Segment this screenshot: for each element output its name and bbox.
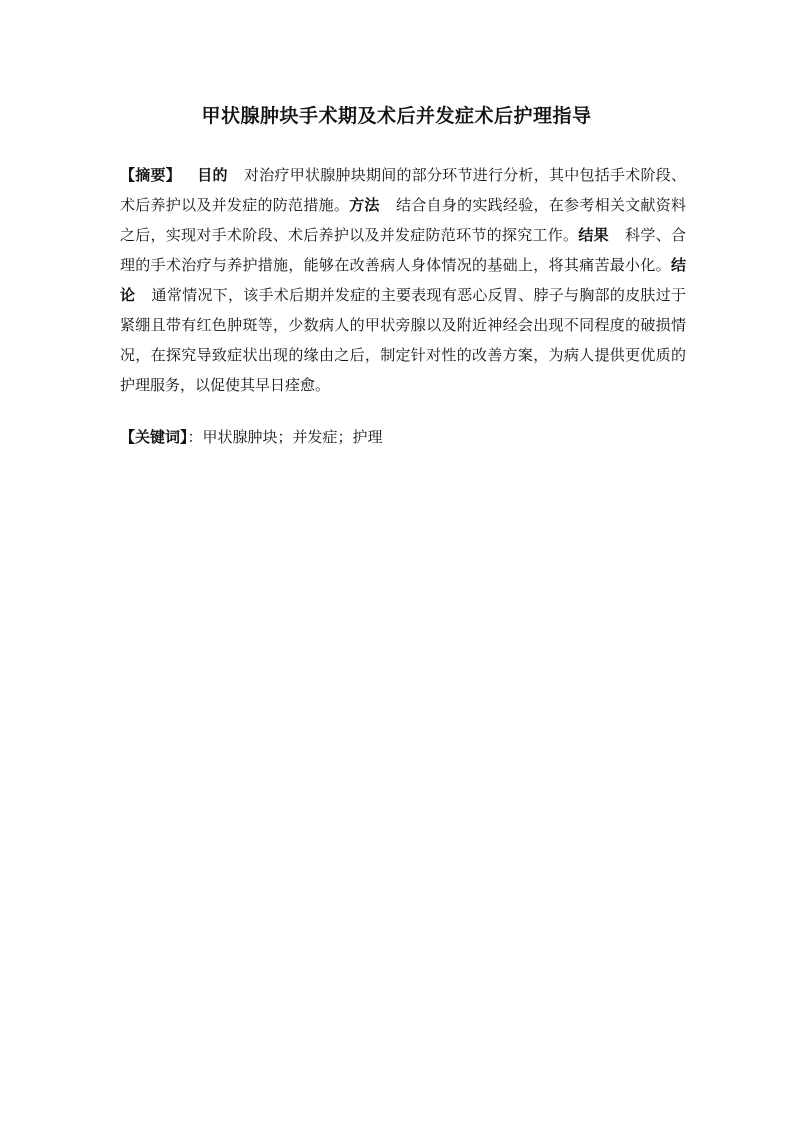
abstract-section [120, 160, 686, 400]
methods-label: 方法 [349, 196, 380, 214]
objective-text: 对治疗甲状腺肿块期间的部分环节进行分析，其中包括手术阶段、术后养护以及并发症的防范措施。 [120, 166, 686, 214]
keywords-section [120, 424, 686, 450]
methods-text: 结合自身的实践经验，在参考相关文献资料之后，实现对手术阶段、术后养护以及并发症防范环节的探究工作。 [120, 196, 686, 244]
paper-title: 甲状腺肿块手术期及术后并发症术后护理指导 [201, 105, 592, 127]
conclusion-label: 结论 [120, 256, 686, 304]
keywords-label: 【关键词】 [120, 428, 188, 446]
abstract-label: 【摘要】 [120, 166, 181, 184]
results-text: 科学、合理的手术治疗与养护措施，能够在改善病人身体情况的基础上，将其痛苦最小化。 [120, 226, 686, 274]
conclusion-text: 通常情况下，该手术后期并发症的主要表现有恶心反胃、脖子与胸部的皮肤过于紧绷且带有红色肿斑等，少数病人的甲状旁腺以及附近神经会出现不同程度的破损情况，在探究导致症状出现的缘由之后，制定针对性的改善方案，为病人提供更优质的护理服务，以促使其早日痊愈。 [120, 286, 686, 394]
abstract-paragraph [120, 160, 686, 400]
keywords-separator: ： [187, 428, 203, 446]
objective-label: 目的 [197, 166, 228, 184]
keywords-text: 甲状腺肿块；并发症；护理 [202, 428, 383, 446]
results-label: 结果 [578, 226, 609, 244]
